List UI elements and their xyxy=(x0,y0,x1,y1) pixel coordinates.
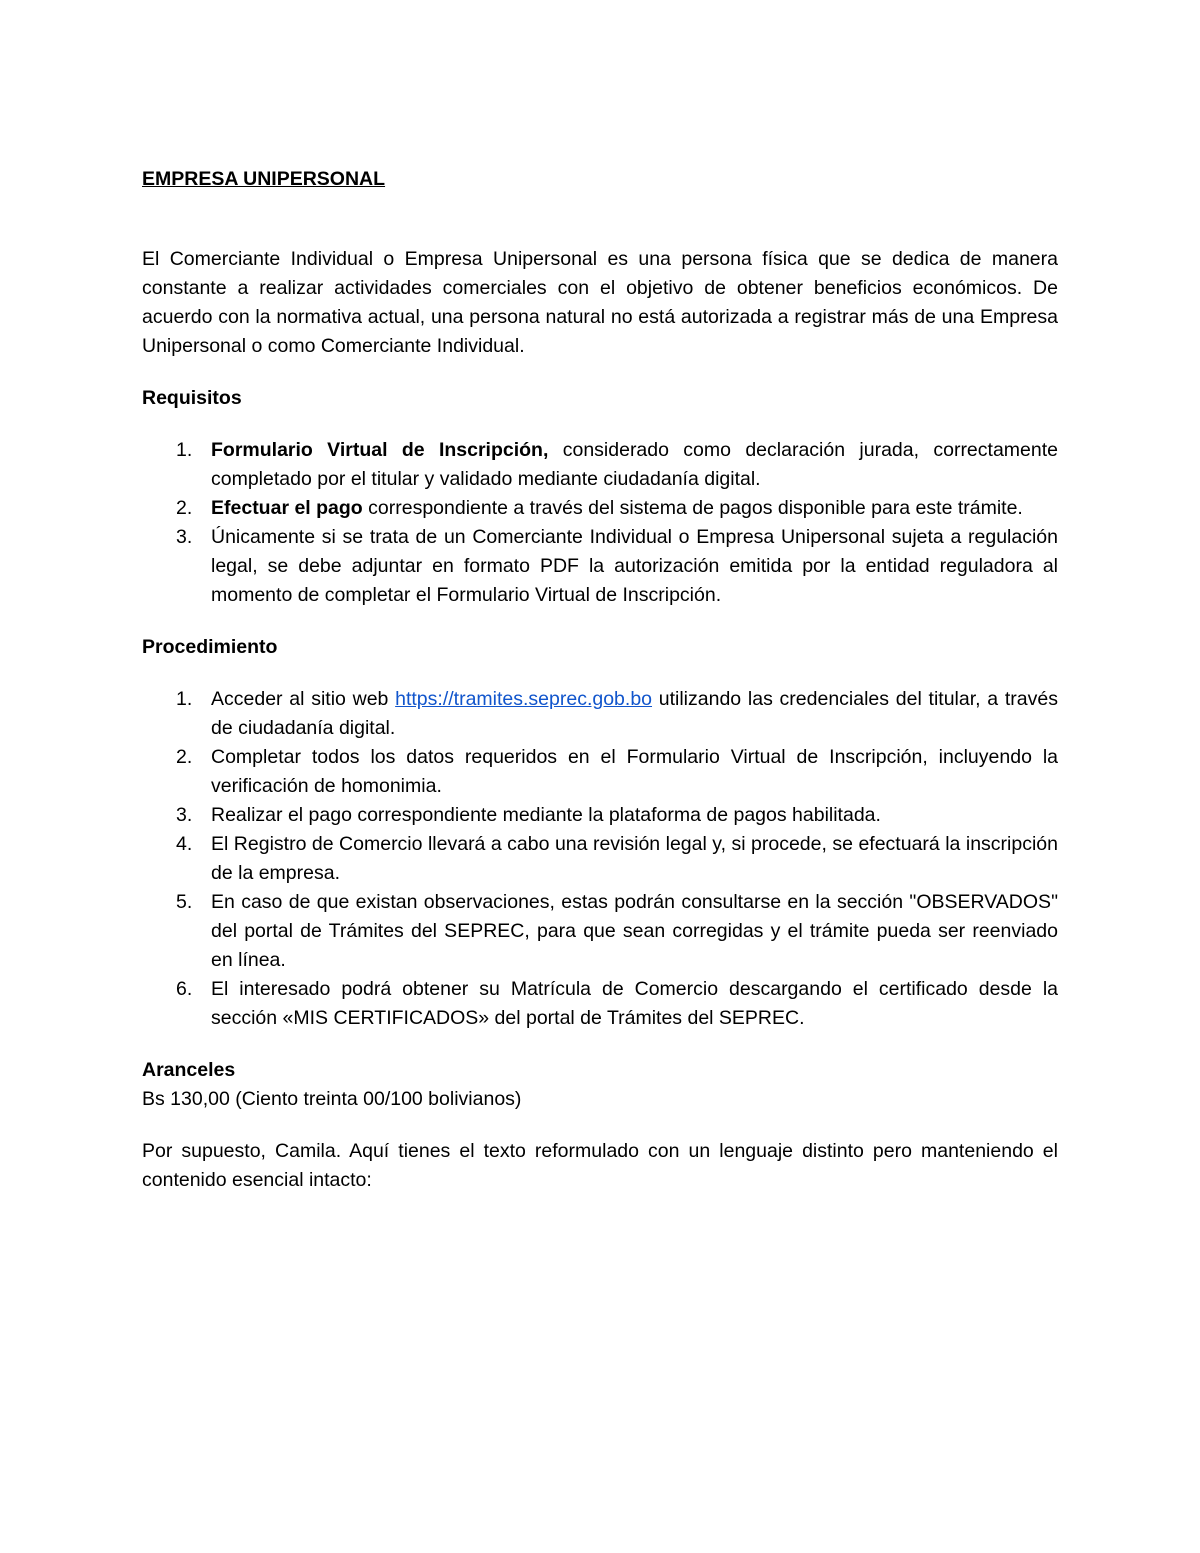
item-bold-text: Formulario Virtual de Inscripción, xyxy=(211,439,549,461)
item-bold-text: Efectuar el pago xyxy=(211,497,363,519)
aranceles-heading: Aranceles xyxy=(142,1059,236,1081)
list-number: 2. xyxy=(176,746,193,768)
item-text: Completar todos los datos requeridos en el Formulario Virtual de Inscripción, incluyendo la verificación de homonimia. xyxy=(211,746,1058,797)
list-number: 6. xyxy=(176,978,193,1000)
list-number: 2. xyxy=(176,497,193,519)
document-page xyxy=(142,166,1058,1195)
list-item xyxy=(142,975,1058,1033)
list-item xyxy=(142,801,1058,830)
requisitos-list xyxy=(142,436,1058,610)
item-text: considerado como declaración jurada, correctamente completado por el titular y validado mediante ciudadanía digital. xyxy=(211,439,1058,490)
item-text: En caso de que existan observaciones, estas podrán consultarse en la sección "OBSERVADOS" del portal de Trámites del SEPREC, para que sean corregidas y el trámite pueda ser reenviado en línea. xyxy=(211,891,1058,971)
item-text: Acceder al sitio web xyxy=(211,688,396,710)
list-item xyxy=(142,888,1058,975)
list-item xyxy=(142,830,1058,888)
item-text: El interesado podrá obtener su Matrícula de Comercio descargando el certificado desde la sección «MIS CERTIFICADOS» del portal de Trámites del SEPREC. xyxy=(211,978,1058,1029)
list-number: 5. xyxy=(176,891,193,913)
procedimiento-list xyxy=(142,685,1058,1033)
procedimiento-heading: Procedimiento xyxy=(142,636,278,658)
list-number: 4. xyxy=(176,833,193,855)
list-number: 1. xyxy=(176,688,193,710)
list-item xyxy=(142,436,1058,494)
seprec-link[interactable]: https://tramites.seprec.gob.bo xyxy=(395,688,653,710)
closing-paragraph: Por supuesto, Camila. Aquí tienes el texto reformulado con un lenguaje distinto pero manteniendo el contenido esencial intacto: xyxy=(142,1140,1058,1191)
item-text: correspondiente a través del sistema de pagos disponible para este trámite. xyxy=(362,497,1023,519)
aranceles-value: Bs 130,00 (Ciento treinta 00/100 bolivianos) xyxy=(142,1088,522,1110)
list-number: 1. xyxy=(176,439,193,461)
item-text: Únicamente si se trata de un Comerciante Individual o Empresa Unipersonal sujeta a regulación legal, se debe adjuntar en formato PDF la autorización emitida por la entidad reguladora al momento de completar el Formulario Virtual de Inscripción. xyxy=(211,526,1058,606)
item-text: Realizar el pago correspondiente mediante la plataforma de pagos habilitada. xyxy=(211,804,881,826)
list-number: 3. xyxy=(176,804,193,826)
list-item xyxy=(142,523,1058,610)
list-item xyxy=(142,743,1058,801)
document-title: EMPRESA UNIPERSONAL xyxy=(142,168,386,190)
list-item xyxy=(142,494,1058,523)
intro-paragraph: El Comerciante Individual o Empresa Unipersonal es una persona física que se dedica de manera constante a realizar actividades comerciales con el objetivo de obtener beneficios económicos. De acuerdo con la normativa actual, una persona natural no está autorizada a registrar más de una Empresa Unipersonal o como Comerciante Individual. xyxy=(142,248,1058,357)
list-number: 3. xyxy=(176,526,193,548)
item-text: El Registro de Comercio llevará a cabo una revisión legal y, si procede, se efectuará la inscripción de la empresa. xyxy=(211,833,1058,884)
list-item xyxy=(142,685,1058,743)
item-text: utilizando las credenciales del titular, a través de ciudadanía digital. xyxy=(211,688,1058,739)
requisitos-heading: Requisitos xyxy=(142,387,242,409)
